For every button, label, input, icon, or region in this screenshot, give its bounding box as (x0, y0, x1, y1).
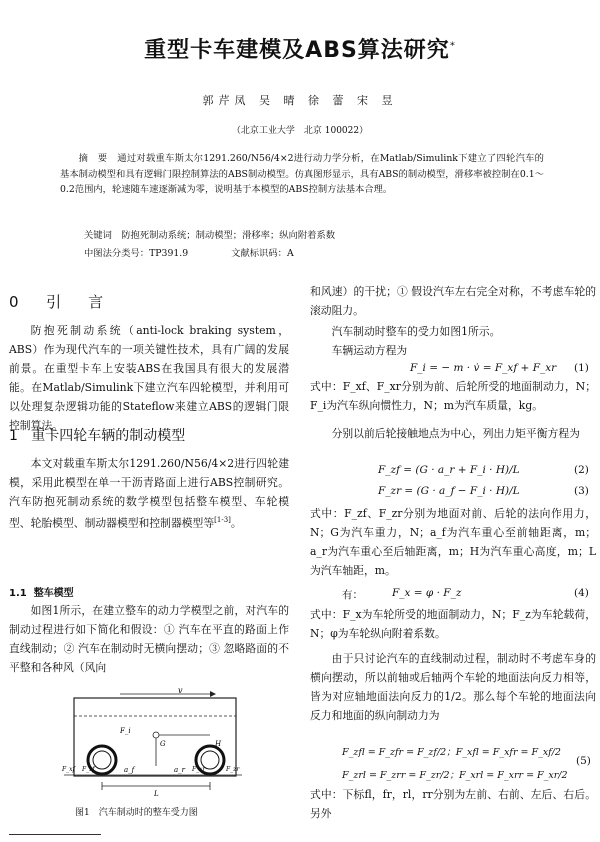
abstract-label: 摘 要 (78, 153, 108, 164)
label-g: G (160, 740, 166, 748)
center-of-gravity (153, 732, 159, 738)
label-af: a_f (124, 766, 135, 774)
label-fzr: F_zr (226, 766, 240, 773)
section-heading-intro: 0 引 言 (9, 293, 110, 311)
vehicle-force-diagram (60, 688, 246, 800)
label-v: v (178, 688, 183, 695)
right-paragraph-1: 和风速）的干扰；① 假设汽车左右完全对称，不考虑车轮的滚动阻力。 (310, 285, 596, 317)
label-fzf: F_zf (82, 766, 95, 773)
right-paragraph-7: 式中：F_x为车轮所受的地面制动力，N；F_z为车轮载荷，N；φ为车轮纵向附着系数。 (310, 608, 596, 640)
equation-4: F_x = φ · F_z (392, 587, 462, 599)
equation-4-number: (4) (574, 587, 589, 599)
figure-caption: 图1 汽车制动时的整车受力图 (75, 808, 198, 818)
classification: 中图法分类号：TP391.9 文献标识码：A (84, 248, 294, 259)
right-paragraph-3: 车辆运动方程为 (331, 344, 408, 357)
paper-title: 重型卡车建模及ABS算法研究* (144, 38, 456, 63)
equation-2: F_zf = (G · a_r + F_i · H)/L (378, 464, 520, 476)
right-paragraph-6: 式中：F_zf、F_zr分别为地面对前、后轮的法向作用力，N；G为汽车重力，N；a_f为汽车重心至前轴距离，m；a_r为汽车重心至后轴距离，m；H为汽车重心高度，m；L为汽车轴距，m。 (310, 507, 596, 577)
velocity-arrowhead (210, 691, 216, 697)
section-heading-model: 1 重卡四轮车辆的制动模型 (9, 428, 186, 444)
label-l: L (154, 790, 159, 798)
label-h: H (215, 740, 222, 748)
equation-2-number: (2) (574, 464, 589, 476)
equation-1: F_i = − m · v̇ = F_xf + F_xr (410, 362, 557, 374)
keywords: 关键词 防抱死制动系统；制动模型；滑移率；纵向附着系数 (84, 230, 336, 241)
label-fi: F_i (120, 727, 131, 735)
right-paragraph-8: 由于只讨论汽车的直线制动过程，制动时不考虑车身的横向摆动，所以前轴或后轴两个车轮的地面法向反力相等，皆为对应轴地面法向反力的1/2。那么每个车轮的地面法向反力和地面的纵向制动力为 (310, 652, 596, 722)
equation-3: F_zr = (G · a_f − F_i · H)/L (378, 485, 520, 497)
label-fxr: F_xr (192, 766, 206, 773)
subsection-heading-vehicle: 1.1 整车模型 (9, 588, 74, 599)
right-paragraph-4: 式中：F_xf、F_xr分别为前、后轮所受的地面制动力，N；F_i为汽车纵向惯性力，N；m为汽车质量，kg。 (310, 380, 596, 412)
author-list: 郭芹凤 吴 晴 徐 蕾 宋 昱 (202, 94, 398, 107)
affiliation: （北京工业大学 北京 100022） (231, 126, 369, 136)
label-ar: a_r (174, 766, 186, 774)
right-paragraph-5: 分别以前后轮接触地点为中心，列出力矩平衡方程为 (331, 427, 580, 440)
equation-3-number: (3) (574, 485, 589, 497)
abstract (60, 151, 544, 198)
model-paragraph: 本文对载重车斯太尔1291.260/N56/4×2进行四轮建模，采用此模型在单一干沥青路面上进行ABS控制研究。汽车防抱死制动系统的数学模型包括整车模型、车轮模型、轮胎模型、制动器模型和控制器模型等[1-3]。 (9, 457, 289, 530)
vehicle-model-paragraph: 如图1所示，在建立整车的动力学模型之前，对汽车的制动过程进行如下简化和假设：① 汽车在平直的路面上作直线制动；② 汽车在制动时无横向摆动；③ 忽略路面的不平整和各种风（风向 (9, 604, 289, 674)
equation-4-label: 有： (342, 589, 363, 601)
right-paragraph-2: 汽车制动时整车的受力如图1所示。 (331, 325, 501, 338)
equation-5b: F_zrl = F_zrr = F_zr/2；F_xrl = F_xrr = F_xr/2 (342, 770, 568, 781)
intro-paragraph: 防抱死制动系统（anti-lock braking system，ABS）作为现代汽车的一项关键性技术，具有广阔的发展前景。在重型卡车上安装ABS在我国具有很大的发展潜能。在Matlab/Simulink下建立汽车四轮模型，并利用可以处理复杂逻辑功能的Stateflow来建立ABS的逻辑门限控制算法。 (9, 324, 289, 432)
equation-5a: F_zfl = F_zfr = F_zf/2；F_xfl = F_xfr = F_xf/2 (342, 747, 561, 758)
label-fxf: F_xf (62, 766, 75, 773)
abstract-text: 通过对载重车斯太尔1291.260/N56/4×2进行动力学分析，在Matlab/Simulink下建立了四轮汽车的基本制动模型和具有逻辑门限控制算法的ABS制动模型。仿真图形显示，具有ABS的制动模型，滑移率被控制在0.1～0.2范围内，轮速随车速逐渐减为零，说明基于本模型的ABS控制方法基本合理。 (60, 153, 544, 196)
footnote-rule (9, 834, 101, 835)
right-paragraph-9: 式中：下标fl，fr，rl，rr分别为左前、右前、左后、右后。另外 (310, 788, 596, 820)
equation-1-number: (1) (574, 362, 589, 374)
equation-5-number: (5) (576, 755, 591, 767)
